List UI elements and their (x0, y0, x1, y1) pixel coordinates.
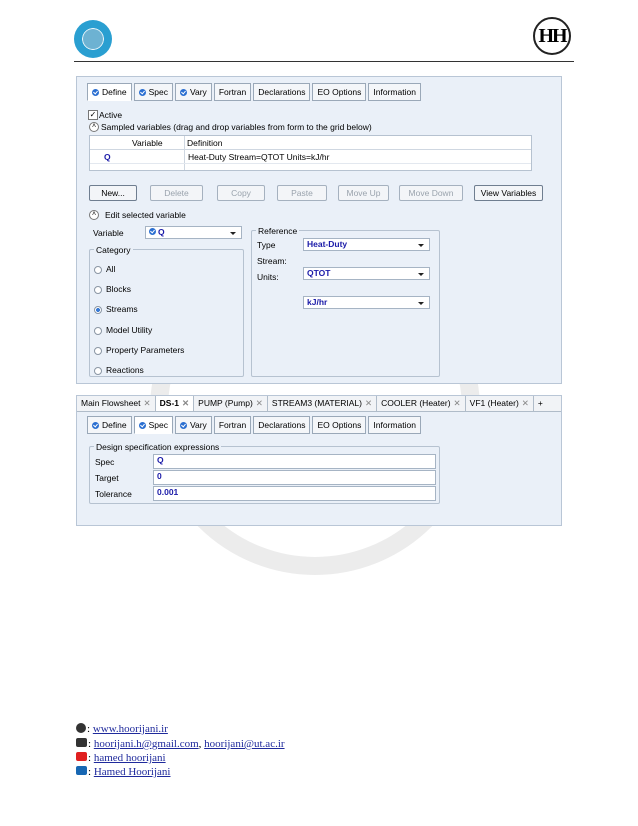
check-icon (92, 422, 99, 429)
author-logo: HH (533, 17, 571, 55)
reference-stream-label: Stream: (257, 256, 287, 266)
category-title: Category (96, 245, 131, 255)
flowsheet-tab-main[interactable]: Main Flowsheet ✕ (77, 396, 156, 411)
tab-spec[interactable]: Spec (134, 83, 173, 101)
tab-define[interactable]: Define (87, 83, 132, 101)
email-separator: , (198, 738, 205, 750)
spec-input[interactable]: Q (153, 454, 436, 469)
category-option-blocks[interactable]: Blocks (94, 284, 131, 294)
email-icon (76, 738, 87, 747)
close-icon[interactable]: ✕ (143, 398, 151, 408)
close-icon[interactable]: ✕ (255, 398, 263, 408)
check-icon (180, 89, 187, 96)
youtube-icon (76, 752, 87, 761)
add-tab-button[interactable]: + (537, 398, 543, 408)
close-icon[interactable]: ✕ (364, 398, 373, 408)
sampled-variables-label: Sampled variables (drag and drop variables from form to the grid below) (101, 122, 372, 132)
tab-vary[interactable]: Vary (175, 416, 212, 434)
reference-type-select[interactable]: Heat-Duty (303, 238, 430, 251)
grid-header-definition: Definition (187, 138, 223, 148)
category-option-streams[interactable]: Streams (94, 304, 138, 314)
target-input[interactable]: 0 (153, 470, 436, 485)
grid-row-definition[interactable]: Heat-Duty Stream=QTOT Units=kJ/hr (188, 152, 330, 162)
collapse-sampled-icon[interactable]: ˄ (89, 122, 99, 132)
email-link-gmail[interactable]: hoorijani.h@gmail.com (93, 738, 199, 750)
youtube-link[interactable]: hamed hoorijani (93, 752, 166, 764)
close-icon[interactable]: ✕ (453, 398, 461, 408)
category-option-reactions[interactable]: Reactions (94, 365, 144, 375)
tab-fortran[interactable]: Fortran (214, 416, 251, 434)
reference-type-label: Type (257, 240, 276, 250)
reference-stream-select[interactable]: QTOT (303, 267, 430, 280)
tab-declarations[interactable]: Declarations (253, 83, 310, 101)
delete-button[interactable]: Delete (150, 185, 203, 201)
active-label: Active (99, 110, 123, 120)
design-spec-group (89, 442, 440, 504)
category-option-property-parameters[interactable]: Property Parameters (94, 345, 184, 355)
category-option-model-utility[interactable]: Model Utility (94, 325, 152, 335)
grid-col-divider (184, 136, 185, 170)
collapse-edit-icon[interactable]: ˄ (89, 210, 99, 220)
grid-row-rule (90, 163, 531, 164)
move-up-button[interactable]: Move Up (338, 185, 389, 201)
flowsheet-tab-ds1[interactable]: DS-1 ✕ (156, 396, 195, 411)
check-icon (139, 89, 146, 96)
grid-header-rule (90, 149, 531, 150)
globe-icon (76, 723, 86, 733)
active-checkbox[interactable]: ✓ (89, 110, 97, 119)
category-group (89, 245, 244, 377)
variable-select[interactable]: Q (145, 226, 242, 239)
flowsheet-tab-stream3[interactable]: STREAM3 (MATERIAL) ✕ (268, 396, 377, 411)
check-icon (92, 89, 99, 96)
tab-declarations[interactable]: Declarations (253, 416, 310, 434)
variable-label: Variable (93, 228, 124, 238)
tab-eo-options[interactable]: EO Options (312, 416, 366, 434)
grid-row-variable[interactable]: Q (104, 152, 111, 162)
view-variables-button[interactable]: View Variables (474, 185, 543, 201)
reference-units-label: Units: (257, 272, 279, 282)
linkedin-link[interactable]: Hamed Hoorijani (93, 766, 171, 778)
tab-spec[interactable]: Spec (134, 416, 173, 434)
tolerance-input[interactable]: 0.001 (153, 486, 436, 501)
tolerance-label: Tolerance (95, 489, 132, 499)
footer-linkedin-line: : Hamed Hoorijani (76, 762, 171, 780)
paste-button[interactable]: Paste (277, 185, 327, 201)
spec-label: Spec (95, 457, 115, 467)
check-icon (149, 228, 156, 235)
define-tab-bar (87, 83, 421, 101)
sampled-variables-grid (89, 135, 532, 171)
footer-email-line: : hoorijani.h@gmail.com, hoorijani@ut.ac.ir (76, 734, 285, 752)
tab-information[interactable]: Information (368, 83, 421, 101)
linkedin-icon (76, 766, 87, 775)
check-icon (139, 422, 146, 429)
define-panel (76, 76, 562, 384)
tab-fortran[interactable]: Fortran (214, 83, 251, 101)
footer-website-line: : www.hoorijani.ir (76, 719, 168, 737)
university-logo (74, 20, 112, 58)
design-spec-title: Design specification expressions (96, 442, 220, 452)
edit-selected-label: Edit selected variable (105, 210, 186, 220)
target-label: Target (95, 473, 119, 483)
tab-vary[interactable]: Vary (175, 83, 212, 101)
new-button[interactable]: New... (89, 185, 137, 201)
reference-title: Reference (258, 226, 298, 236)
tab-define[interactable]: Define (87, 416, 132, 434)
footer-youtube-line: : hamed hoorijani (76, 748, 166, 766)
spec-panel (76, 395, 562, 526)
header-divider (74, 61, 574, 62)
reference-group (251, 226, 440, 377)
grid-header-variable: Variable (132, 138, 163, 148)
flowsheet-tab-pump[interactable]: PUMP (Pump) ✕ (194, 396, 268, 411)
close-icon[interactable]: ✕ (182, 398, 190, 408)
tab-information[interactable]: Information (368, 416, 421, 434)
spec-tab-bar (87, 416, 421, 434)
email-link-ut[interactable]: hoorijani@ut.ac.ir (204, 738, 285, 750)
check-icon (180, 422, 187, 429)
close-icon[interactable]: ✕ (521, 398, 529, 408)
reference-units-select[interactable]: kJ/hr (303, 296, 430, 309)
tab-eo-options[interactable]: EO Options (312, 83, 366, 101)
flowsheet-tab-cooler[interactable]: COOLER (Heater) ✕ (377, 396, 466, 411)
copy-button[interactable]: Copy (217, 185, 265, 201)
website-link[interactable]: www.hoorijani.ir (92, 723, 168, 735)
flowsheet-tab-vf1[interactable]: VF1 (Heater) ✕ (466, 396, 534, 411)
flowsheet-tab-bar (77, 396, 561, 412)
category-option-all[interactable]: All (94, 264, 115, 274)
move-down-button[interactable]: Move Down (399, 185, 463, 201)
